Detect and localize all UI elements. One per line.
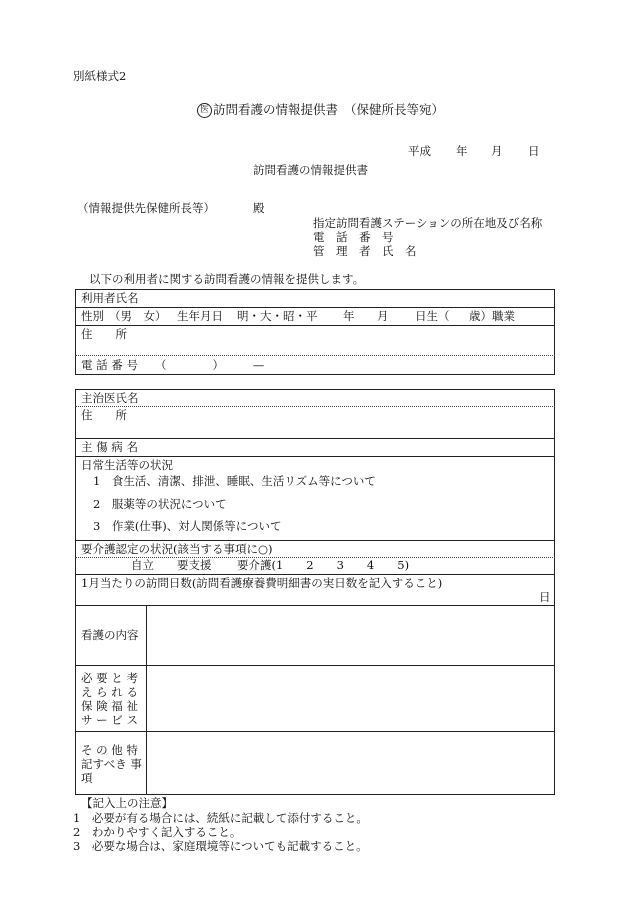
- patient-phone-label: 電 話 番 号: [81, 358, 138, 372]
- patient-sex-options: （男 女）: [109, 309, 167, 323]
- sender-manager: 管 理 者 氏 名: [313, 244, 417, 258]
- care-info-box: [75, 389, 555, 795]
- intro-text: 以下の利用者に関する訪問看護の情報を提供します。: [89, 272, 365, 286]
- sender-station: 指定訪問看護ステーションの所在地及び名称: [313, 216, 543, 230]
- patient-name-label: 利用者氏名: [81, 291, 139, 305]
- patient-phone-format: （ ） —: [155, 358, 265, 372]
- instruction-3: 3 必要な場合は、家庭環境等についても記載すること。: [73, 839, 368, 853]
- date-year: 年: [456, 144, 468, 158]
- addressee-honorific: 殿: [253, 201, 265, 215]
- daily-item-1: 1 食生活、清潔、排泄、睡眠、生活リズム等について: [93, 474, 376, 488]
- nursing-content-label: 看護の内容: [81, 628, 139, 642]
- patient-birth-day: 日生（: [415, 309, 450, 323]
- title-main: 訪問看護の情報提供書: [213, 102, 339, 117]
- visits-unit: 日: [539, 590, 551, 604]
- notes-label: そ の 他 特記すべき 事 項: [81, 743, 165, 785]
- daily-item-3: 3 作業(仕事)、対人関係等について: [93, 519, 282, 533]
- form-number: 別紙様式2: [73, 69, 127, 83]
- instructions-title: 【記入上の注意】: [81, 796, 173, 810]
- patient-birth-month: 月: [377, 309, 389, 323]
- page-title: [197, 103, 444, 118]
- date-day: 日: [528, 144, 540, 158]
- patient-info-box: [75, 289, 555, 375]
- patient-birth-year: 年: [343, 309, 355, 323]
- patient-address-label: 住 所: [81, 327, 127, 341]
- patient-eras: 明・大・昭・平: [237, 309, 318, 323]
- disease-label: 主 傷 病 名: [81, 440, 138, 454]
- cert-independent: 自立: [131, 558, 154, 572]
- services-label: 必 要 と 考 え ら れ る 保 険 福 祉 サ ー ビ ス: [81, 671, 138, 727]
- instruction-1: 1 必要が有る場合には、続紙に記載して添付すること。: [73, 811, 368, 825]
- title-sub: （保健所長等宛）: [344, 102, 445, 117]
- subtitle: 訪問看護の情報提供書: [253, 163, 368, 177]
- daily-item-2: 2 服薬等の状況について: [93, 497, 227, 511]
- patient-age-occupation: 歳）職業: [469, 309, 515, 323]
- daily-life-label: 日常生活等の状況: [81, 458, 173, 472]
- date-era: 平成: [408, 144, 431, 158]
- doctor-address-label: 住 所: [81, 408, 127, 422]
- cert-support: 要支援: [177, 558, 212, 572]
- cert-care-levels: 要介護(1 2 3 4 5): [237, 558, 410, 572]
- certification-label: 要介護認定の状況(該当する事項に○): [81, 542, 273, 556]
- patient-birth-label: 生年月日: [177, 309, 223, 323]
- addressee-label: （情報提供先保健所長等）: [77, 201, 215, 215]
- instruction-2: 2 わかりやすく記入すること。: [73, 825, 242, 839]
- visits-label: 1月当たりの訪問日数(訪問看護療養費明細書の実日数を記入すること): [81, 576, 443, 590]
- doctor-name-label: 主治医氏名: [81, 391, 139, 405]
- sender-phone: 電 話 番 号: [313, 230, 394, 244]
- medical-mark-icon: 医: [197, 103, 212, 118]
- date-month: 月: [491, 144, 503, 158]
- patient-sex-label: 性別: [81, 309, 104, 323]
